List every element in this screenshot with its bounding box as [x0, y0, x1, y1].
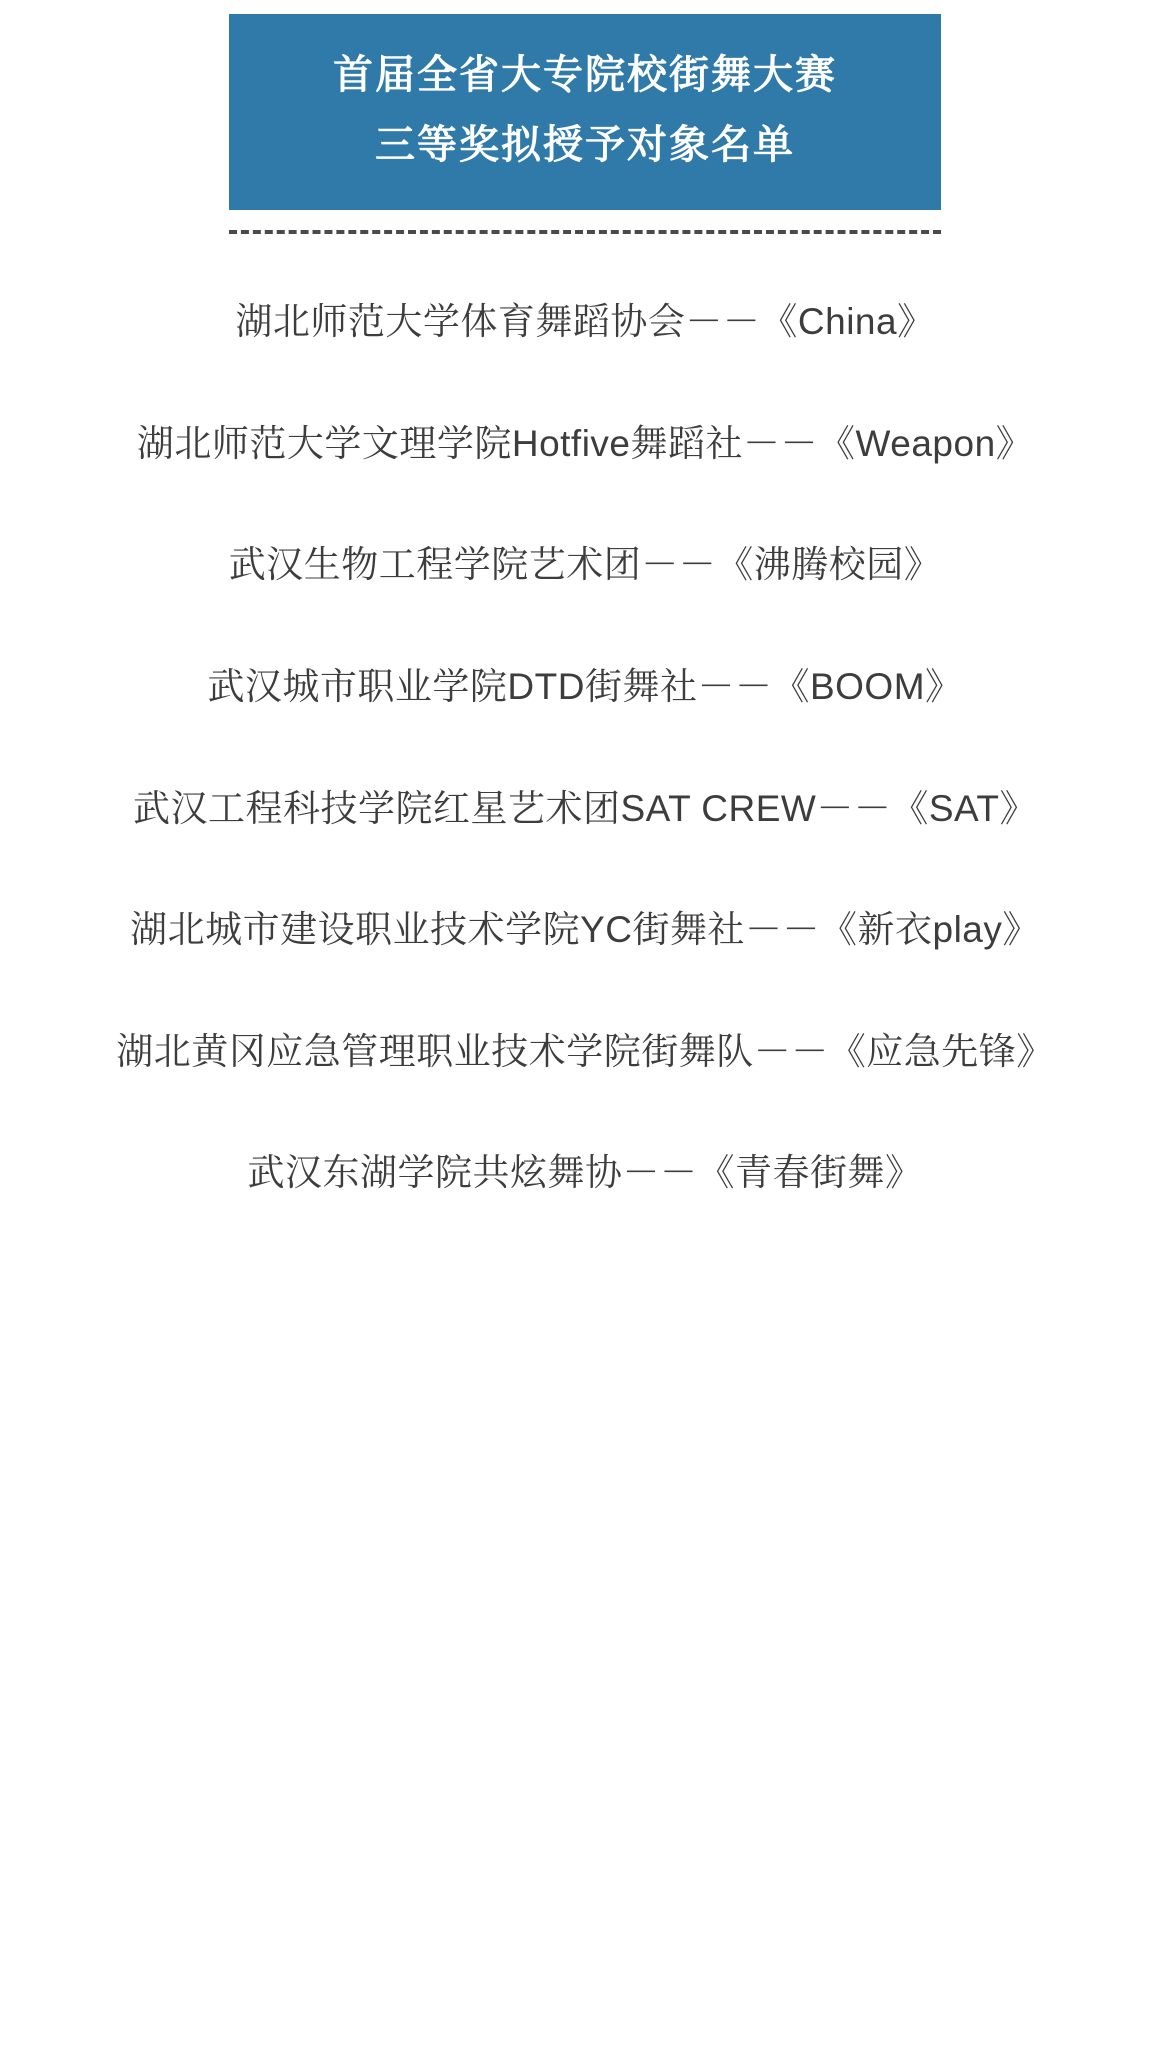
list-item: 武汉城市职业学院DTD街舞社－－《BOOM》 [207, 665, 963, 707]
title-banner-container [0, 0, 1170, 210]
list-item: 湖北师范大学文理学院Hotfive舞蹈社－－《Weapon》 [136, 422, 1034, 464]
dashed-divider [229, 230, 941, 234]
list-item: 武汉东湖学院共炫舞协－－《青春街舞》 [247, 1152, 923, 1194]
list-item: 湖北城市建设职业技术学院YC街舞社－－《新衣play》 [130, 909, 1040, 951]
title-line-1: 首届全省大专院校街舞大赛 [333, 53, 837, 97]
title-line-2: 三等奖拟授予对象名单 [375, 123, 795, 167]
list-item: 武汉工程科技学院红星艺术团SAT CREW－－《SAT》 [132, 787, 1038, 829]
awardee-list [0, 290, 1170, 1285]
divider-container [0, 230, 1170, 234]
list-item: 武汉生物工程学院艺术团－－《沸腾校园》 [228, 544, 942, 586]
list-item: 湖北黄冈应急管理职业技术学院街舞队－－《应急先锋》 [116, 1030, 1054, 1072]
list-item: 湖北师范大学体育舞蹈协会－－《China》 [235, 301, 935, 342]
title-banner [229, 14, 941, 210]
